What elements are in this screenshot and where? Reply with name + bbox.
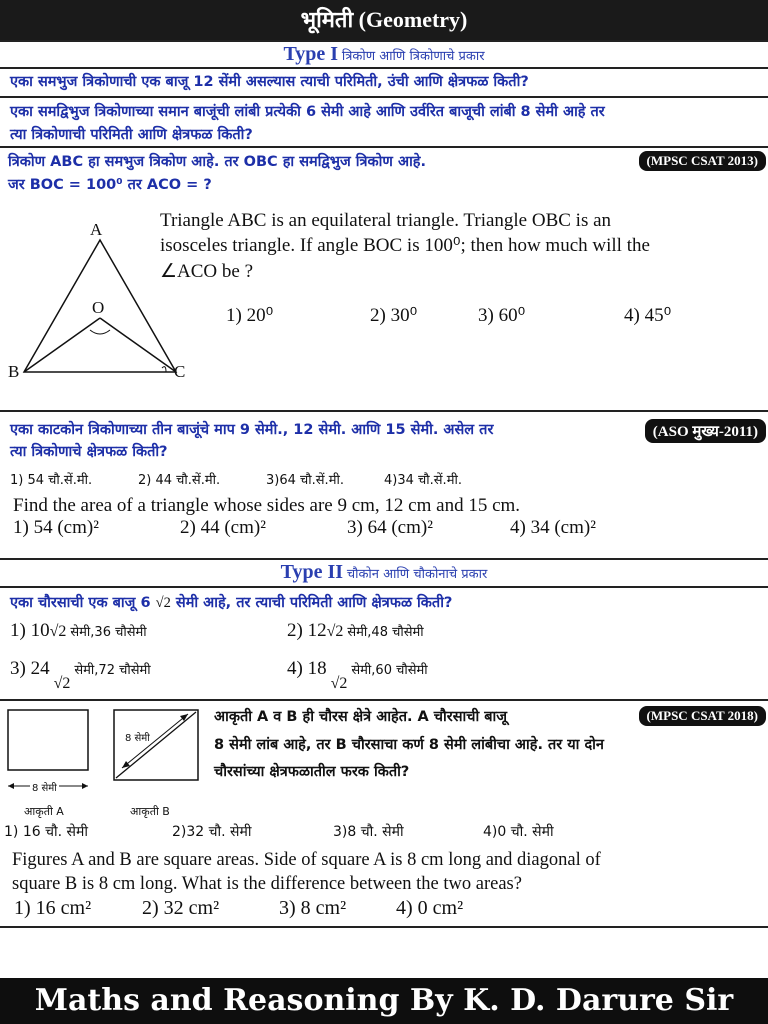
question-6-en-line1: Figures A and B are square areas. Side of square A is 8 cm long and diagonal of bbox=[12, 850, 601, 870]
option-1: 1) 16 चौ. सेमी bbox=[4, 824, 88, 840]
option-2: 2) 30⁰ bbox=[370, 305, 418, 326]
question-3-en-line1: Triangle ABC is an equilateral triangle. Triangle OBC is an bbox=[160, 210, 612, 231]
root-symbol: √2 bbox=[155, 595, 171, 611]
question-2-line2: त्या त्रिकोणाची परिमिती आणि क्षेत्रफळ किती? bbox=[10, 127, 253, 143]
square-a bbox=[8, 710, 88, 770]
exam-badge: (MPSC CSAT 2013) bbox=[639, 151, 766, 171]
footer-banner: Maths and Reasoning By K. D. Darure Sir bbox=[0, 978, 768, 1024]
arrow-left-icon bbox=[8, 783, 14, 789]
question-6-line2: 8 सेमी लांब आहे, तर B चौरसाचा कर्ण 8 सेमी लांबीचा आहे. तर या दोन bbox=[214, 737, 604, 753]
option-2: 2) 44 चौ.सें.मी. bbox=[138, 473, 221, 488]
vertex-label-b: B bbox=[8, 362, 20, 381]
option-4: 4)0 चौ. सेमी bbox=[483, 824, 554, 840]
option-1: 1) 20⁰ bbox=[226, 305, 274, 326]
divider bbox=[0, 410, 768, 412]
option-4: 4) 0 cm² bbox=[396, 897, 464, 919]
squares-figure bbox=[4, 704, 214, 814]
angle-arc-c bbox=[162, 367, 166, 372]
question-3-line1: त्रिकोण ABC हा समभुज त्रिकोण आहे. तर OBC हा समद्विभुज त्रिकोण आहे. bbox=[8, 154, 426, 170]
option-3: 3) 60⁰ bbox=[478, 305, 526, 326]
type1-desc: त्रिकोण आणि त्रिकोणाचे प्रकार bbox=[341, 49, 485, 64]
divider bbox=[0, 96, 768, 98]
fig-b-dimension: 8 सेमी bbox=[125, 733, 150, 744]
question-3-en-line2: isosceles triangle. If angle BOC is 100⁰; then how much will the bbox=[160, 235, 650, 256]
diagonal-b bbox=[116, 712, 196, 778]
type2-label: Type II bbox=[280, 561, 344, 583]
option-3: 3)8 चौ. सेमी bbox=[333, 824, 404, 840]
option-2: 2) 44 (cm)² bbox=[180, 517, 266, 538]
fig-a-dimension: 8 सेमी bbox=[30, 780, 59, 794]
option-3: 3)64 चौ.सें.मी. bbox=[266, 473, 344, 488]
exam-badge: (MPSC CSAT 2018) bbox=[639, 706, 766, 726]
vertex-label-a: A bbox=[90, 220, 103, 239]
page-title: भूमिती (Geometry) bbox=[0, 0, 768, 40]
question-1: एका समभुज त्रिकोणाची एक बाजू 12 सेंमी असल्यास त्याची परिमिती, उंची आणि क्षेत्रफळ किती? bbox=[10, 74, 529, 90]
option-1: 1) 54 चौ.सें.मी. bbox=[10, 473, 93, 488]
option-2: 2) 12√2 सेमी,48 चौसेमी bbox=[287, 620, 424, 641]
segment-ob bbox=[24, 318, 100, 372]
question-2-line1: एका समद्विभुज त्रिकोणाच्या समान बाजूंची लांबी प्रत्येकी 6 सेमी आहे आणि उर्वरित बाजूची लांबी 8 सेमी आहे तर bbox=[10, 104, 605, 120]
divider bbox=[0, 926, 768, 928]
fig-b-label: आकृती B bbox=[130, 805, 170, 818]
exam-badge: (ASO मुख्य-2011) bbox=[645, 419, 766, 443]
type2-heading bbox=[0, 559, 768, 586]
option-4: 4) 34 (cm)² bbox=[510, 517, 596, 538]
option-2: 2) 32 cm² bbox=[142, 897, 220, 919]
option-1: 1) 10√2 सेमी,36 चौसेमी bbox=[10, 620, 147, 641]
type1-heading bbox=[0, 41, 768, 67]
question-4-line2: त्या त्रिकोणाचे क्षेत्रफळ किती? bbox=[10, 444, 168, 460]
option-3: 3) 64 (cm)² bbox=[347, 517, 433, 538]
divider bbox=[0, 699, 768, 701]
question-6-en-line2: square B is 8 cm long. What is the difference between the two areas? bbox=[12, 874, 522, 894]
question-3-line2: जर BOC = 100⁰ तर ACO = ? bbox=[8, 177, 212, 193]
divider bbox=[0, 146, 768, 148]
option-3: 3) 24 √2 सेमी,72 चौसेमी bbox=[10, 658, 151, 692]
fig-a-label: आकृती A bbox=[24, 805, 64, 818]
type2-desc: चौकोन आणि चौकोनाचे प्रकार bbox=[346, 567, 488, 582]
divider bbox=[0, 67, 768, 69]
vertex-label-o: O bbox=[92, 298, 105, 317]
question-6-line1: आकृती A व B ही चौरस क्षेत्रे आहेत. A चौरसाची बाजू bbox=[214, 709, 508, 725]
option-2: 2)32 चौ. सेमी bbox=[172, 824, 252, 840]
option-3: 3) 8 cm² bbox=[279, 897, 347, 919]
option-1: 1) 54 (cm)² bbox=[13, 517, 99, 538]
question-4-line1: एका काटकोन त्रिकोणाच्या तीन बाजूंचे माप 9 सेमी., 12 सेमी. आणि 15 सेमी. असेल तर bbox=[10, 422, 494, 438]
option-4: 4)34 चौ.सें.मी. bbox=[384, 473, 462, 488]
option-1: 1) 16 cm² bbox=[14, 897, 92, 919]
arrow-right-icon bbox=[82, 783, 88, 789]
angle-arc-o bbox=[90, 330, 110, 334]
question-6-line3: चौरसांच्या क्षेत्रफळातील फरक किती? bbox=[214, 764, 410, 780]
option-4: 4) 18 √2 सेमी,60 चौसेमी bbox=[287, 658, 428, 692]
question-5: एका चौरसाची एक बाजू 6 √2 सेमी आहे, तर त्याची परिमिती आणि क्षेत्रफळ किती? bbox=[10, 595, 453, 611]
type1-label: Type I bbox=[283, 43, 339, 65]
question-3-en-line3: ∠ACO be ? bbox=[160, 261, 254, 282]
divider bbox=[0, 586, 768, 588]
option-4: 4) 45⁰ bbox=[624, 305, 672, 326]
question-4-en: Find the area of a triangle whose sides are 9 cm, 12 cm and 15 cm. bbox=[13, 495, 521, 516]
segment-oc bbox=[100, 318, 176, 372]
vertex-label-c: C bbox=[174, 362, 186, 381]
